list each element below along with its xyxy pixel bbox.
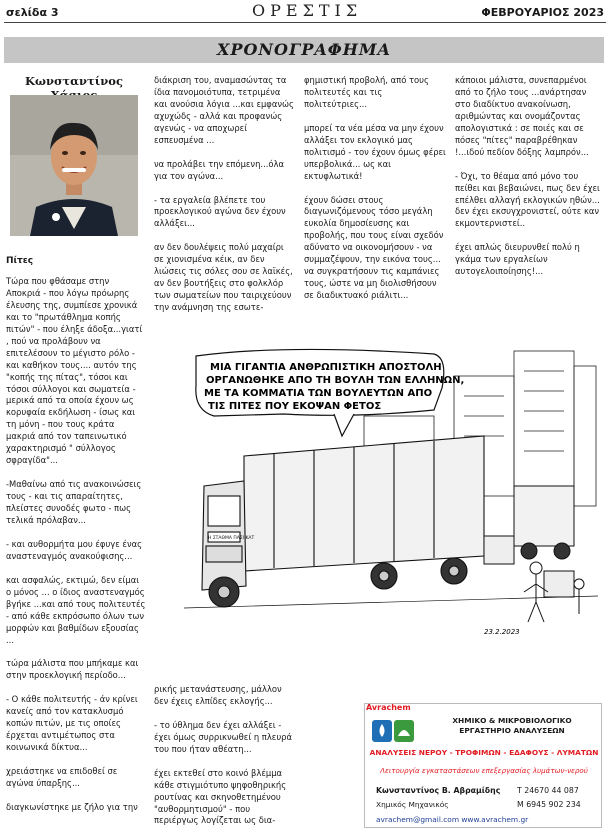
cartoon-caption-line: ΜΙΑ ΓΙΓΑΝΤΙΑ ΑΝΘΡΩΠΙΣΤΙΚΗ ΑΠΟΣΤΟΛΗ <box>210 362 442 373</box>
newspaper-logo: ΟΡΕΣΤΙΣ <box>252 1 363 20</box>
header-rule <box>4 22 606 23</box>
article-column-2 <box>154 75 294 326</box>
article-column-4 <box>455 75 603 290</box>
section-banner: ΧΡΟΝΟΓΡΑΦΗΜΑ <box>4 37 604 63</box>
paragraph: χρειάστηκε να επιδοθεί σε αγώνα ύπαρξης... <box>6 765 118 788</box>
paragraph: μπορεί τα νέα μέσα να μην έχουν αλλάξει τον εκλογικό μας πολιτισμό - τον έχουν όμως φέρει υπερβολικά... ως και εκτυφλωτικά! <box>304 122 446 181</box>
paragraph: τώρα μάλιστα που μπήκαμε και στην προεκλογική περίοδο... <box>6 658 139 681</box>
editorial-cartoon <box>184 346 598 646</box>
cartoon-signature: 23.2.2023 <box>484 628 520 636</box>
ad-phone-landline: Τ 24670 44 087 <box>517 786 579 795</box>
ad-title-line: ΧΗΜΙΚΟ & ΜΙΚΡΟΒΙΟΛΟΓΙΚΟ <box>452 716 572 725</box>
page-header <box>0 0 610 24</box>
author-photo <box>10 95 138 236</box>
ad-services: ΑΝΑΛΥΣΕΙΣ ΝΕΡΟΥ - ΤΡΟΦΙΜΩΝ - ΕΔΑΦΟΥΣ - ΛΥΜΑΤΩΝ <box>369 748 599 757</box>
paragraph: - τα εργαλεία βλέπετε του προεκλογικού αγώνα δεν έχουν αλλάξει... <box>154 194 286 229</box>
article-title: Πίτες <box>6 256 34 266</box>
paragraph: διαγκωνίστηκε με ζήλο για την <box>6 801 138 812</box>
paragraph: φημιστική προβολή, από τους πολιτευτές και τις πολιτεύτριες... <box>304 75 429 109</box>
paragraph: και ασφαλώς, εκτιμώ, δεν είμαι ο μόνος ... ο ίδιος αναστεναγμός βγήκε ...και από τους πολιτευτές - από κάθε εκπρόσωπο όλων των μορφών και βαθμίδων εξουσίας ... <box>6 574 146 645</box>
ad-contact-name: Κωνσταντίνος Β. Αβραμίδης <box>376 786 501 795</box>
ad-subservice: Λειτουργία εγκαταστάσεων επεξεργασίας λυμάτων-νερού <box>380 766 588 775</box>
truck-sign: Η ΣΤΑΘΜΑ ΠΑΣΙ ΚΑΤ <box>208 536 255 541</box>
article-column-2-continued <box>154 684 294 830</box>
paragraph: κάποιοι μάλιστα, συνεπαρμένοι από το ζήλο τους ...ανάρτησαν στο διαδίκτυο ανακοίνωση, αριθμώντας και ονομάζοντας απολογιστικά : σε ποιές και σε πόσες "πίτες" παραβρέθηκαν !...ιδού πεδίον δόξης λαμπρόν... <box>455 75 589 157</box>
paragraph: έχει εκτεθεί στο κοινό βλέμμα κάθε στιγμιότυπο ψηφοθηρικής ρουτίνας και σκηνοθετημένου "αυθορμητισμού" - που περιέργως λογίζεται ως δια- <box>154 767 287 826</box>
paragraph: ρικής μετανάστευσης, μάλλον δεν έχεις ελπίδες εκλογής... <box>154 684 282 706</box>
ad-phone-mobile: Μ 6945 902 234 <box>517 800 581 809</box>
cartoon-caption-line: ΟΡΓΑΝΩΘΗΚΕ ΑΠΟ ΤΗ ΒΟΥΛΗ ΤΩΝ ΕΛΛΗΝΩΝ, <box>206 375 465 386</box>
article-column-3 <box>304 75 447 314</box>
paragraph: - το ύθλημα δεν έχει αλλάξει - έχει όμως συρρικνωθεί η πλευρά του που ήταν αθέατη... <box>154 719 293 754</box>
ad-lab-title <box>424 716 600 736</box>
paragraph: έχει απλώς διευρυνθεί πολύ η γκάμα των εργαλείων αυτογελοιποίησης!... <box>455 242 580 277</box>
paragraph: αν δεν δουλέψεις πολύ μαχαίρι σε χιονισμένα κέικ, αν δεν λιώσεις τις σόλες σου σε λαϊκές, αν δεν βουτήξεις στο φολκλόρ των σωματείων που ταιριχεύουν την ανάμνηση της εσωτε- <box>154 242 293 313</box>
issue-date: ΦΕΒΡΟΥΑΡΙΟΣ 2023 <box>481 6 604 19</box>
ad-contact-role: Χημικός Μηχανικός <box>376 800 449 809</box>
paragraph: Τώρα που φθάσαμε στην Αποκριά - που λόγω πρόωρης έλευσης της, συμπίεσε χρονικά και το "πρωτάθλημα κοπής πιτών" - που έληξε άδοξα...γιατί , πού να προλάβουν να επιτελέσουν το μέγιστο ρόλο - και καθήκον τους.... αυτόν της "κοπής της πίτας", τόσοι και τόσοι σύλλογοι και σωματεία - μερικά από τα οποία έχουν ως κορυφαία εκδήλωση - ίσως και τη μόνη - που τους κράτα μακριά από τον ταπεινωτικό χαρακτηρισμό " σύλλογος σφραγίδα"... <box>6 275 143 466</box>
water-drop-icon <box>372 718 414 744</box>
paragraph: - και αυθορμήτα μου έφυγε ένας αναστεναγμός ανακούφισης... <box>6 538 143 561</box>
ad-brand: Avrachem <box>366 703 411 712</box>
page-number: σελίδα 3 <box>6 6 59 19</box>
paragraph: -Μαθαίνω από τις ανακοινώσεις τους - και τις απαραίτητες, πλείστες συνοδές φωτο - πως τελικά πρόλαβαν... <box>6 479 142 525</box>
article-column-1 <box>6 256 146 826</box>
ad-web-contact: avrachem@gmail.com www.avrachem.gr <box>376 815 529 824</box>
cartoon-caption-line: ΤΙΣ ΠΙΤΕΣ ΠΟΥ ΕΚΟΨΑΝ ΦΕΤΟΣ <box>208 401 382 412</box>
author-name: Κωνσταντίνος <box>25 74 123 88</box>
paragraph: - Ο κάθε πολιτευτής - άν κρίνει κανείς από τον κατακλυσμό κοπών πιτών, με τις οποίες έρχεται αντιμέτωπος στα κοινωνικά δίκτυα... <box>6 694 138 753</box>
paragraph: έχουν δώσει στους διαγωνιζόμενους τόσο μεγάλη ευκολία δημοσίευσης και προβολής, που τους είναι σχεδόν αδύνατο να οικονομήσουν - να συμμαζέψουν, την εικόνα τους... να συγκρατήσουν τις καμπάνιες τους, ώστε να μη διολισθήσουν σε διαδικτυακό ριάλιτι... <box>304 194 444 301</box>
ad-title-line: ΕΡΓΑΣΤΗΡΙΟ ΑΝΑΛΥΣΕΩΝ <box>459 726 565 735</box>
cartoon-caption-line: ΜΕ ΤΑ ΚΟΜΜΑΤΙΑ ΤΩΝ ΒΟΥΛΕΥΤΩΝ ΑΠΟ <box>204 388 433 399</box>
paragraph: διάκριση του, αναμασώντας τα ίδια πανομοιότυπα, τετριμένα και ανούσια λόγια ...και εμφανώς αχυχώδς - αλλά και προφανώς αγενώς - να αποχωρεί εσπευσμένα ... <box>154 75 294 145</box>
paragraph: - Όχι, το θέαμα από μόνο του πείθει και βεβαιώνει, πως δεν έχει επέλθει αλλαγή εκλογικών ηθών... δεν έχει εκσυγχρονιστεί, ούτε καν εκμοντερνιστεί.. <box>455 170 600 229</box>
paragraph: να προλάβει την επόμενη...όλα για τον αγώνα... <box>154 158 285 181</box>
